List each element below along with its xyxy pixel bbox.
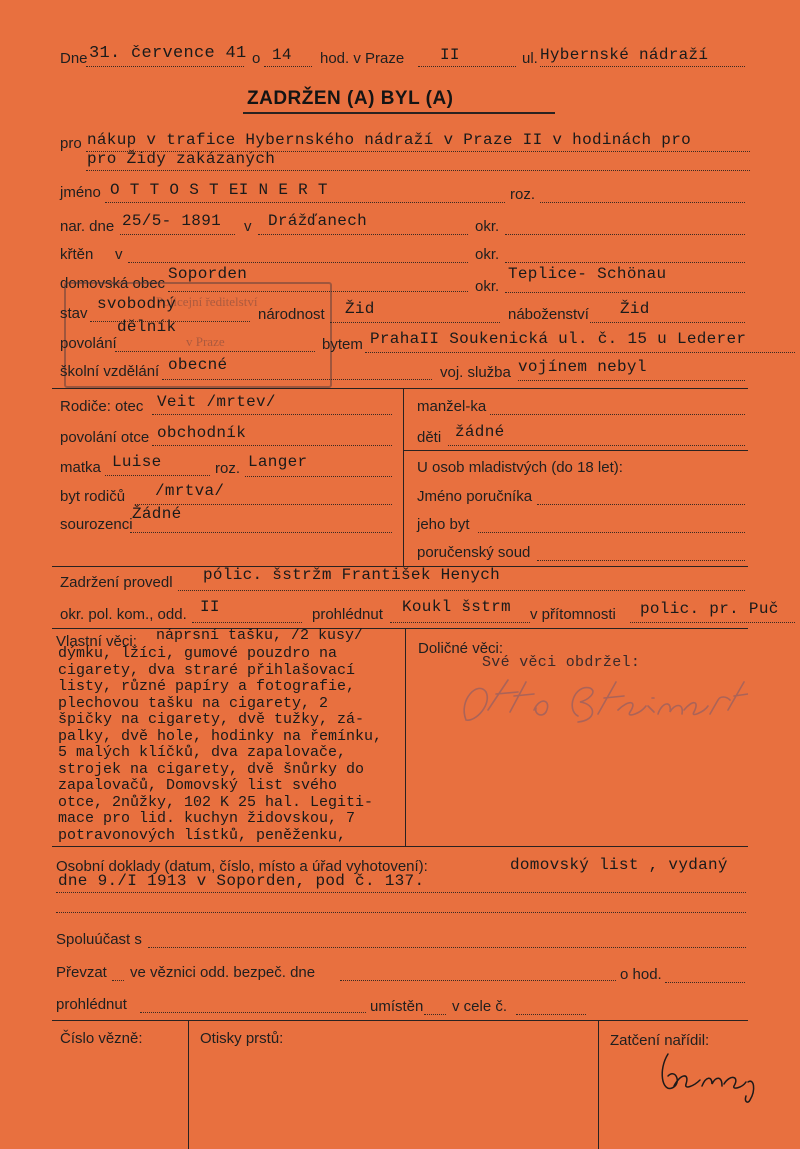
military-label: voj. služba (440, 364, 511, 381)
baptized-label: křtěn (60, 246, 94, 263)
presence-value: polic. pr. Puč (640, 600, 779, 618)
belongings-line: dýmku, lžíci, gumové pouzdro na (58, 645, 338, 662)
prisoner-signature (448, 670, 748, 740)
belongings-line: špičky na cigarety, dvě tužky, zá- (58, 711, 365, 728)
father-label: Rodiče: otec (60, 398, 144, 415)
belongings-label: Vlastní věci: (56, 633, 137, 650)
nationality-label: národnost (258, 306, 325, 323)
children-value: žádné (455, 423, 505, 441)
home-municipality-label: domovská obec (60, 275, 166, 292)
belongings-first: náprsní tašku, /2 kusy/ (156, 627, 364, 644)
hour-value: 14 (272, 46, 292, 64)
belongings-line: palky, dvě hole, hodinky na řemínku, (58, 727, 383, 745)
father-occupation-label: povolání otce (60, 429, 150, 446)
birth-place-value: Drážďanech (268, 212, 368, 230)
form-title: ZADRŽEN (A) BYL (A) (247, 88, 454, 109)
received-text: Své věci obdržel: (482, 654, 641, 671)
fingerprints-label: Otisky prstů: (200, 1030, 284, 1047)
mother-roz-label: roz. (215, 460, 241, 477)
birth-okr-label: okr. (475, 218, 500, 235)
baptized-okr-label: okr. (475, 246, 500, 263)
religion-label: náboženství (508, 306, 589, 323)
district-police-value: II (200, 598, 220, 616)
siblings-value: Žádné (132, 505, 182, 523)
children-label: děti (417, 429, 442, 446)
residence-label: bytem (322, 336, 363, 353)
mother-label: matka (60, 459, 101, 476)
evidence-label: Doličné věci: (418, 640, 504, 657)
status-value: svobodný (97, 295, 177, 313)
hod-label: hod. v Praze (320, 50, 405, 67)
guardian-residence-label: jeho byt (417, 516, 470, 533)
district-value: II (440, 46, 460, 64)
taken-over-label: Převzat (56, 964, 107, 981)
belongings-line: strojek na cigarety, dvě šnůrky do (58, 760, 365, 778)
belongings-line: listy, různé papíry a fotografie, (58, 678, 356, 695)
o-hod-label: o hod. (620, 966, 662, 983)
education-value: obecné (168, 356, 228, 374)
prisoner-number-label: Číslo vězně: (60, 1030, 143, 1047)
belongings-line: cigarety, dva straré přihlašovací (58, 661, 356, 679)
name-value: O T T O S T EI N E R T (110, 181, 328, 199)
nationality-value: Žid (345, 300, 375, 318)
baptized-v-label: v (115, 246, 123, 263)
documents-value-1: domovský list , vydaný (510, 856, 728, 874)
dne-label: Dne (60, 50, 88, 67)
father-value: Veit /mrtev/ (157, 393, 276, 411)
placed-label: umístěn (370, 998, 424, 1015)
mother-value: Luise (112, 453, 162, 471)
occupation-value: dělník (117, 318, 177, 336)
belongings-line: 5 malých klíčků, dva zapalovače, (58, 744, 347, 761)
name-label: jméno (60, 184, 101, 201)
arrested-by-value: pólic. šstržm František Henych (203, 566, 501, 584)
spouse-label: manžel-ka (417, 398, 487, 415)
siblings-label: sourozenci (60, 516, 133, 533)
arrested-by-label: Zadržení provedl (60, 574, 173, 591)
status-label: stav (60, 305, 88, 322)
father-occupation-value: obchodník (157, 424, 247, 442)
birth-place-label: v (244, 218, 252, 235)
stamp-text-1: Policejní ředitelství (156, 294, 258, 309)
reason-label: pro (60, 135, 82, 152)
occupation-label: povolání (60, 335, 117, 352)
reason-line-2: pro Židy zakázaných (87, 150, 276, 168)
home-okr-label: okr. (475, 278, 500, 295)
belongings-line: otce, 2nůžky, 102 K 25 hal. Legiti- (58, 793, 374, 811)
birth-date-label: nar. dne (60, 218, 115, 235)
cell-label: v cele č. (452, 998, 508, 1015)
military-value: vojínem nebyl (518, 358, 647, 376)
belongings-line: potravonových lístků, peněženku, (58, 826, 347, 844)
arrest-ordered-label: Zatčení nařídil: (610, 1032, 710, 1049)
ul-label: ul. (522, 50, 538, 67)
presence-label: v přítomnosti (530, 606, 616, 623)
belongings-line: zapalovačů, Domovský list svého (58, 777, 338, 794)
stamp-text-2: v Praze (186, 334, 225, 349)
education-label: školní vzdělání (60, 363, 160, 380)
guardian-label: Jméno poručníka (417, 488, 533, 505)
birth-date-value: 25/5- 1891 (122, 212, 222, 230)
district-police-label: okr. pol. kom., odd. (60, 606, 187, 623)
officer-signature (650, 1046, 770, 1106)
inspected-label: prohlédnut (56, 996, 127, 1013)
searched-value: Koukl šstrm (402, 598, 511, 616)
documents-value-2: dne 9./I 1913 v Soporden, pod č. 137. (58, 872, 425, 890)
o-label: o (252, 50, 261, 67)
reason-line-1: nákup v trafice Hybernského nádraží v Praze II v hodinách pro (87, 131, 691, 149)
searched-label: prohlédnut (312, 606, 383, 623)
belongings-line: mace pro lid. kuchyn židovskou, 7 (58, 810, 356, 827)
home-municipality-value: Soporden (168, 265, 248, 283)
religion-value: Žid (620, 300, 650, 318)
guardianship-court-label: poručenský soud (417, 544, 531, 561)
parents-residence-label: byt rodičů (60, 488, 126, 505)
juvenile-label: U osob mladistvých (do 18 let): (417, 459, 623, 476)
street-value: Hybernské nádraží (540, 46, 709, 64)
complicity-label: Spoluúčast s (56, 931, 142, 948)
mother-maiden-value: Langer (248, 453, 308, 471)
documents-label: Osobní doklady (datum, číslo, místo a úřad vyhotovení): (56, 858, 428, 875)
parents-residence-value: /mrtva/ (155, 482, 225, 500)
residence-value: PrahaII Soukenická ul. č. 15 u Lederer (370, 330, 747, 348)
belongings-line: plechovou tašku na cigarety, 2 (58, 694, 329, 712)
date-value: 31. července 41 (89, 44, 247, 63)
roz-label: roz. (510, 186, 536, 203)
belongings-list (58, 646, 382, 844)
prison-label: ve věznici odd. bezpeč. dne (130, 964, 316, 981)
home-okr-value: Teplice- Schönau (508, 265, 667, 283)
